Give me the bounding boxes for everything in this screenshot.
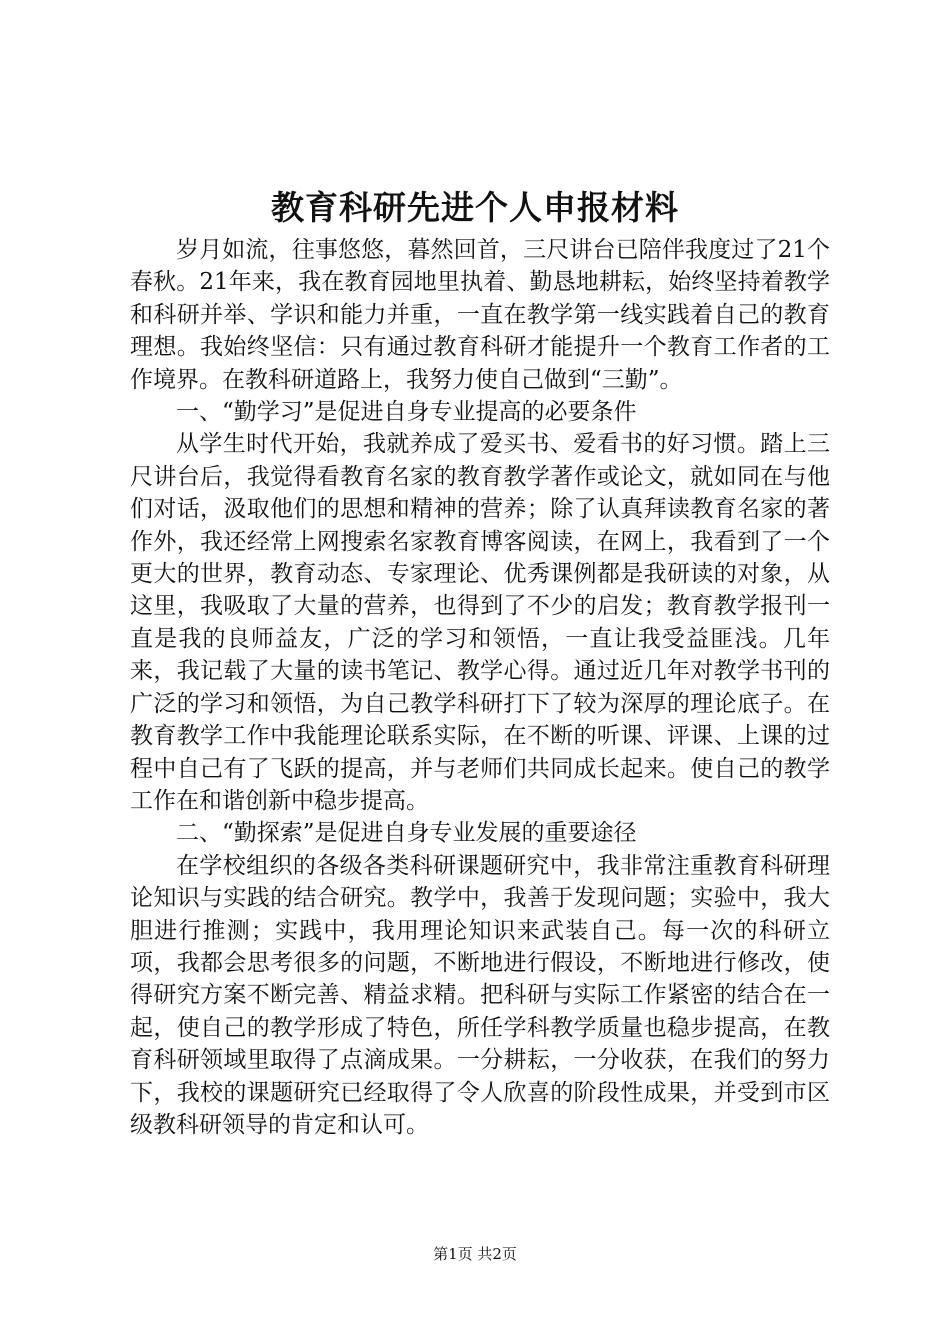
intro-paragraph: 岁月如流，往事悠悠，暮然回首，三尺讲台已陪伴我度过了21个春秋。21年来，我在教育园地里执着、勤恳地耕耘，始终坚持着教学和科研并举、学识和能力并重，一直在教学第一线实践着自己的教育理想。我始终坚信：只有通过教育科研才能提升一个教育工作者的工作境界。在教科研道路上，我努力使自己做到“三勤”。	[130, 237, 830, 393]
section-heading-2: 二、“勤探索”是促进自身专业发展的重要途径	[176, 820, 637, 847]
document-title: 教育科研先进个人申报材料	[271, 188, 679, 227]
document-body	[130, 234, 830, 1141]
page-footer: 第1页 共2页	[433, 1245, 517, 1263]
section-paragraph-1: 从学生时代开始，我就养成了爱买书、爱看书的好习惯。踏上三尺讲台后，我觉得看教育名家的教育教学著作或论文，就如同在与他们对话，汲取他们的思想和精神的营养；除了认真拜读教育名家的著作外，我还经常上网搜索名家教育博客阅读，在网上，我看到了一个更大的世界，教育动态、专家理论、优秀课例都是我研读的对象，从这里，我吸取了大量的营养，也得到了不少的启发；教育教学报刊一直是我的良师益友，广泛的学习和领悟，一直让我受益匪浅。几年来，我记载了大量的读书笔记、教学心得。通过近几年对教学书刊的广泛的学习和领悟，为自己教学科研打下了较为深厚的理论底子。在教育教学工作中我能理论联系实际，在不断的听课、评课、上课的过程中自己有了飞跃的提高，并与老师们共同成长起来。使自己的教学工作在和谐创新中稳步提高。	[130, 431, 830, 814]
section-heading-1: 一、“勤学习”是促进自身专业提高的必要条件	[176, 399, 637, 426]
section-paragraph-2: 在学校组织的各级各类科研课题研究中，我非常注重教育科研理论知识与实践的结合研究。教学中，我善于发现问题；实验中，我大胆进行推测；实践中，我用理论知识来武装自己。每一次的科研立项，我都会思考很多的问题，不断地进行假设，不断地进行修改，使得研究方案不断完善、精益求精。把科研与实际工作紧密的结合在一起，使自己的教学形成了特色，所任学科教学质量也稳步提高，在教育科研领域里取得了点滴成果。一分耕耘，一分收获，在我们的努力下，我校的课题研究已经取得了令人欣喜的阶段性成果，并受到市区级教科研领导的肯定和认可。	[130, 852, 830, 1138]
